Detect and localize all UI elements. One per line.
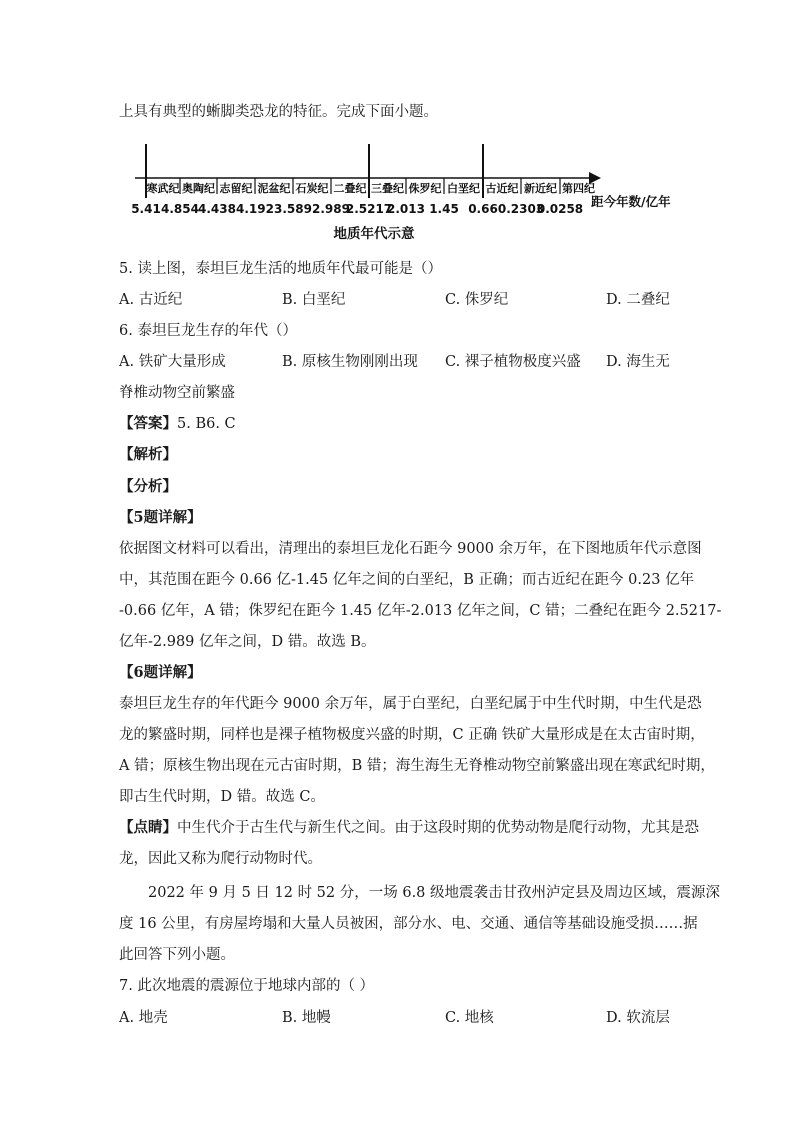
analysis-tag: 【解析】 xyxy=(119,446,177,463)
age-label: 4.192 xyxy=(236,202,274,216)
period-label: 三叠纪 xyxy=(371,182,404,195)
age-label: 0.0258 xyxy=(536,202,584,216)
quake-paragraph-line: 2022 年 9 月 5 日 12 时 52 分，一场 6.8 级地震袭击甘孜州泸定县及周边区域，震源深 xyxy=(148,885,721,901)
q5-option-d: D. 二叠纪 xyxy=(606,292,670,308)
age-label: 2.5217 xyxy=(345,202,393,216)
dianjing-line xyxy=(119,818,699,838)
q6-option-b: B. 原核生物刚刚出现 xyxy=(282,354,418,370)
q6-option-a: A. 铁矿大量形成 xyxy=(119,354,226,370)
detail-5-line: 中，其范围在距今 0.66 亿-1.45 亿年之间的白垩纪，B 正确；而古近纪在距今 0.23 亿年 xyxy=(119,572,695,588)
axis-label: 距今年数/亿年 xyxy=(591,194,671,209)
q7-option-c: C. 地核 xyxy=(445,1010,494,1026)
detail-5-line: -0.66 亿年，A 错；侏罗纪在距今 1.45 亿年-2.013 亿年之间，C 错；二叠纪在距今 2.5217- xyxy=(119,603,722,619)
period-label: 泥盆纪 xyxy=(257,182,291,195)
q7-option-a: A. 地壳 xyxy=(119,1010,168,1026)
detail-6-line: 泰坦巨龙生存的年代距今 9000 余万年，属于白垩纪，白垩纪属于中生代时期，中生代是恐 xyxy=(119,696,702,712)
period-label: 白垩纪 xyxy=(447,182,480,195)
intro-text: 上具有典型的蜥脚类恐龙的特征。完成下面小题。 xyxy=(119,104,438,120)
q5-option-c: C. 侏罗纪 xyxy=(445,292,509,308)
timeline-caption: 地质年代示意 xyxy=(333,226,415,242)
period-label: 侏罗纪 xyxy=(408,182,442,195)
age-label: 4.438 xyxy=(198,202,236,216)
detail-6-line: 龙的繁盛时期，同样也是裸子植物极度兴盛的时期，C 正确 铁矿大量形成是在太古宙时期， xyxy=(119,727,705,743)
period-label: 寒武纪 xyxy=(146,182,180,195)
age-label: 2.989 xyxy=(312,202,350,216)
period-label: 二叠纪 xyxy=(333,182,367,195)
q5-stem: 5. 读上图，泰坦巨龙生活的地质年代最可能是（） xyxy=(119,261,442,277)
q7-option-d: D. 软流层 xyxy=(606,1010,670,1026)
detail-5-line: 依据图文材料可以看出，清理出的泰坦巨龙化石距今 9000 余万年，在下图地质年代示意图 xyxy=(119,541,702,557)
answer-text: 5. B6. C xyxy=(177,416,236,432)
period-label: 新近纪 xyxy=(524,182,557,195)
q7-stem: 7. 此次地震的震源位于地球内部的（ ） xyxy=(119,978,375,994)
q6-stem: 6. 泰坦巨龙生存的年代（） xyxy=(119,323,297,339)
q6-option-d: D. 海生无 xyxy=(606,354,670,370)
q6-option-d-continued: 脊椎动物空前繁盛 xyxy=(119,385,235,401)
age-label: 2.013 xyxy=(387,202,425,216)
dianjing-line-2: 龙，因此又称为爬行动物时代。 xyxy=(119,851,322,867)
q6-option-c: C. 裸子植物极度兴盛 xyxy=(445,354,581,370)
period-label: 志留纪 xyxy=(219,182,253,195)
age-label: 1.45 xyxy=(429,202,459,216)
period-label: 古近纪 xyxy=(485,182,519,195)
age-label: 0.2303 xyxy=(497,202,545,216)
detail-6-line: A 错；原核生物出现在元古宙时期，B 错；海生海生无脊椎动物空前繁盛出现在寒武纪时期， xyxy=(119,758,715,774)
answer-tag: 【答案】 xyxy=(119,415,177,432)
answer-line xyxy=(119,414,236,434)
q7-option-b: B. 地幔 xyxy=(282,1010,331,1026)
period-label: 奥陶纪 xyxy=(182,182,215,195)
quake-paragraph-line: 此回答下列小题。 xyxy=(119,947,235,963)
quake-paragraph-line: 度 16 公里，有房屋垮塌和大量人员被困，部分水、电、交通、通信等基础设施受损……据 xyxy=(119,916,698,932)
geologic-timeline-figure xyxy=(119,138,679,248)
dianjing-tag: 【点睛】 xyxy=(119,819,177,836)
dianjing-text: 中生代介于古生代与新生代之间。由于这段时期的优势动物是爬行动物，尤其是恐 xyxy=(177,820,699,836)
q5-option-b: B. 白垩纪 xyxy=(282,292,346,308)
age-label: 4.854 xyxy=(161,202,199,216)
age-label: 0.66 xyxy=(468,202,498,216)
detail-6-tag: 【6题详解】 xyxy=(119,664,202,681)
q5-option-a: A. 古近纪 xyxy=(119,292,183,308)
fenxi-tag: 【分析】 xyxy=(119,478,177,495)
age-label: 3.589 xyxy=(274,202,312,216)
period-label: 石炭纪 xyxy=(295,182,329,195)
period-label: 第四纪 xyxy=(562,182,595,195)
detail-6-line: 即古生代时期，D 错。故选 C。 xyxy=(119,789,325,805)
detail-5-tag: 【5题详解】 xyxy=(119,509,202,526)
detail-5-line: 亿年-2.989 亿年之间，D 错。故选 B。 xyxy=(119,634,376,650)
age-label: 5.41 xyxy=(131,202,161,216)
